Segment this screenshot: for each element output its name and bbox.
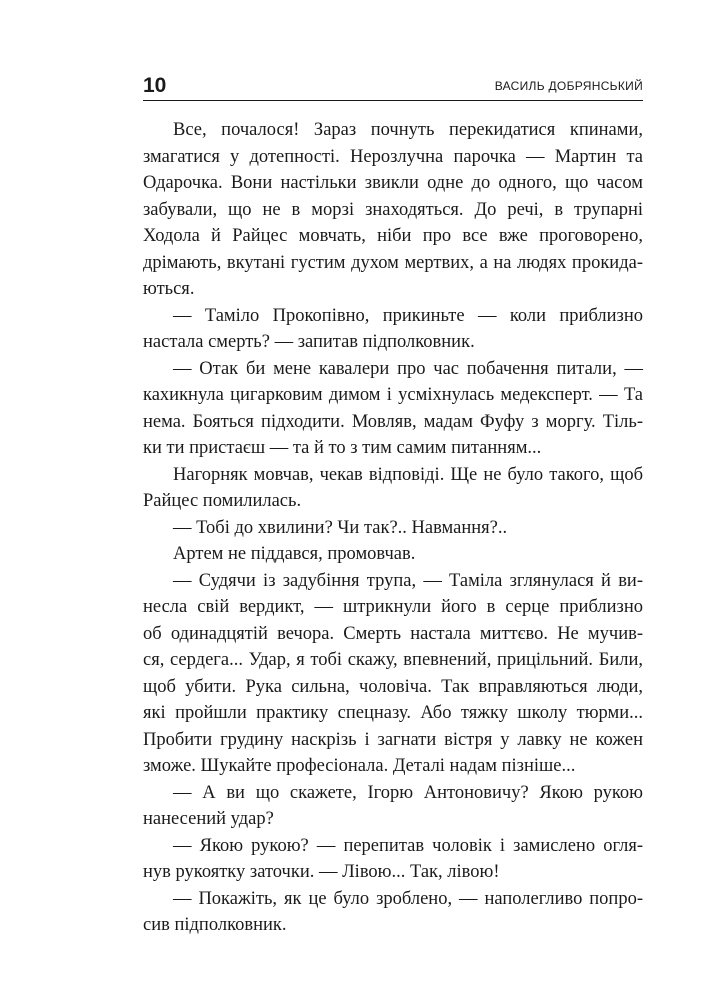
paragraph <box>143 886 643 939</box>
text-line: — Судячи із задубіння трупа, — Таміла зглянулася й ви- <box>173 570 643 591</box>
page-header <box>143 72 643 104</box>
text-line: — А ви що скажете, Ігорю Антоновичу? Якою рукою <box>173 782 643 803</box>
text-line: забували, що не в морзі знаходяться. До речі, в трупарні <box>143 199 643 220</box>
text-line: кахикнула цигарковим димом і усміхнулась медексперт. — Та <box>143 385 643 405</box>
text-line: щоб убити. Рука сильна, чоловіча. Так вправляються люди, <box>143 676 643 697</box>
text-line: дрімають, вкутані густим духом мертвих, а на людях прокида- <box>143 252 643 273</box>
text-line: нув рукоятку заточки. — Лівою... Так, лівою! <box>143 862 500 882</box>
text-line: об одинадцятій вечора. Смерть настала миттєво. Не мучив- <box>143 623 643 644</box>
text-line: — Отак би мене кавалери про час побачення питали, — <box>173 358 643 379</box>
body-text <box>143 117 643 939</box>
page-number: 10 <box>143 74 167 97</box>
text-line: Одарочка. Вони настільки звикли одне до одного, що часом <box>143 173 643 193</box>
text-line: Все, почалося! Зараз почнуть перекидатися кпинами, <box>173 120 643 140</box>
paragraph <box>143 462 643 515</box>
text-line: — Якою рукою? — перепитав чоловік і замислено огля- <box>173 835 643 856</box>
paragraph <box>143 515 643 542</box>
text-line: Артем не піддався, промовчав. <box>173 544 416 564</box>
paragraph <box>143 303 643 356</box>
text-line: які пройшли практику спецназу. Або тяжку школу тюрми... <box>143 703 643 723</box>
text-line: нанесений удар? <box>143 809 274 829</box>
text-line: Райцес помилилась. <box>143 491 302 511</box>
text-line: Нагорняк мовчав, чекав відповіді. Ще не було такого, щоб <box>173 464 643 485</box>
paragraph <box>143 356 643 462</box>
text-line: — Покажіть, як це було зроблено, — наполегливо попро- <box>173 888 643 909</box>
paragraph <box>143 833 643 886</box>
text-line: — Тобі до хвилини? Чи так?.. Навмання?.. <box>173 517 508 538</box>
text-line: сив підполковник. <box>143 915 287 935</box>
paragraph <box>143 568 643 780</box>
text-line: — Таміло Прокопівно, прикиньте — коли приблизно <box>173 305 643 326</box>
text-line: ся, сердега... Удар, я тобі скажу, впевнений, прицільний. Били, <box>143 650 643 670</box>
paragraph <box>143 117 643 303</box>
text-line: ються. <box>143 279 195 299</box>
text-line: змагатися у дотепності. Нерозлучна парочка — Мартин та <box>143 146 643 167</box>
running-head-author: ВАСИЛЬ ДОБРЯНСЬКИЙ <box>494 79 643 93</box>
paragraph <box>143 541 643 568</box>
text-line: несла свій вердикт, — штрикнули його в серце приблизно <box>143 597 643 617</box>
text-line: ки ти пристаєш — та й то з тим самим питанням... <box>143 438 542 458</box>
text-line: нема. Бояться підходити. Мовляв, мадам Фуфу з моргу. Тіль- <box>143 411 643 432</box>
text-line: Ходола й Райцес мовчать, ніби про все вже проговорено, <box>143 226 643 246</box>
text-line: Пробити грудину наскрізь і загнати вістря у лавку не кожен <box>143 729 643 750</box>
paragraph <box>143 780 643 833</box>
text-line: зможе. Шукайте професіонала. Деталі надам пізніше... <box>143 756 576 776</box>
text-line: настала смерть? — запитав підполковник. <box>143 332 475 352</box>
header-rule <box>143 100 643 101</box>
